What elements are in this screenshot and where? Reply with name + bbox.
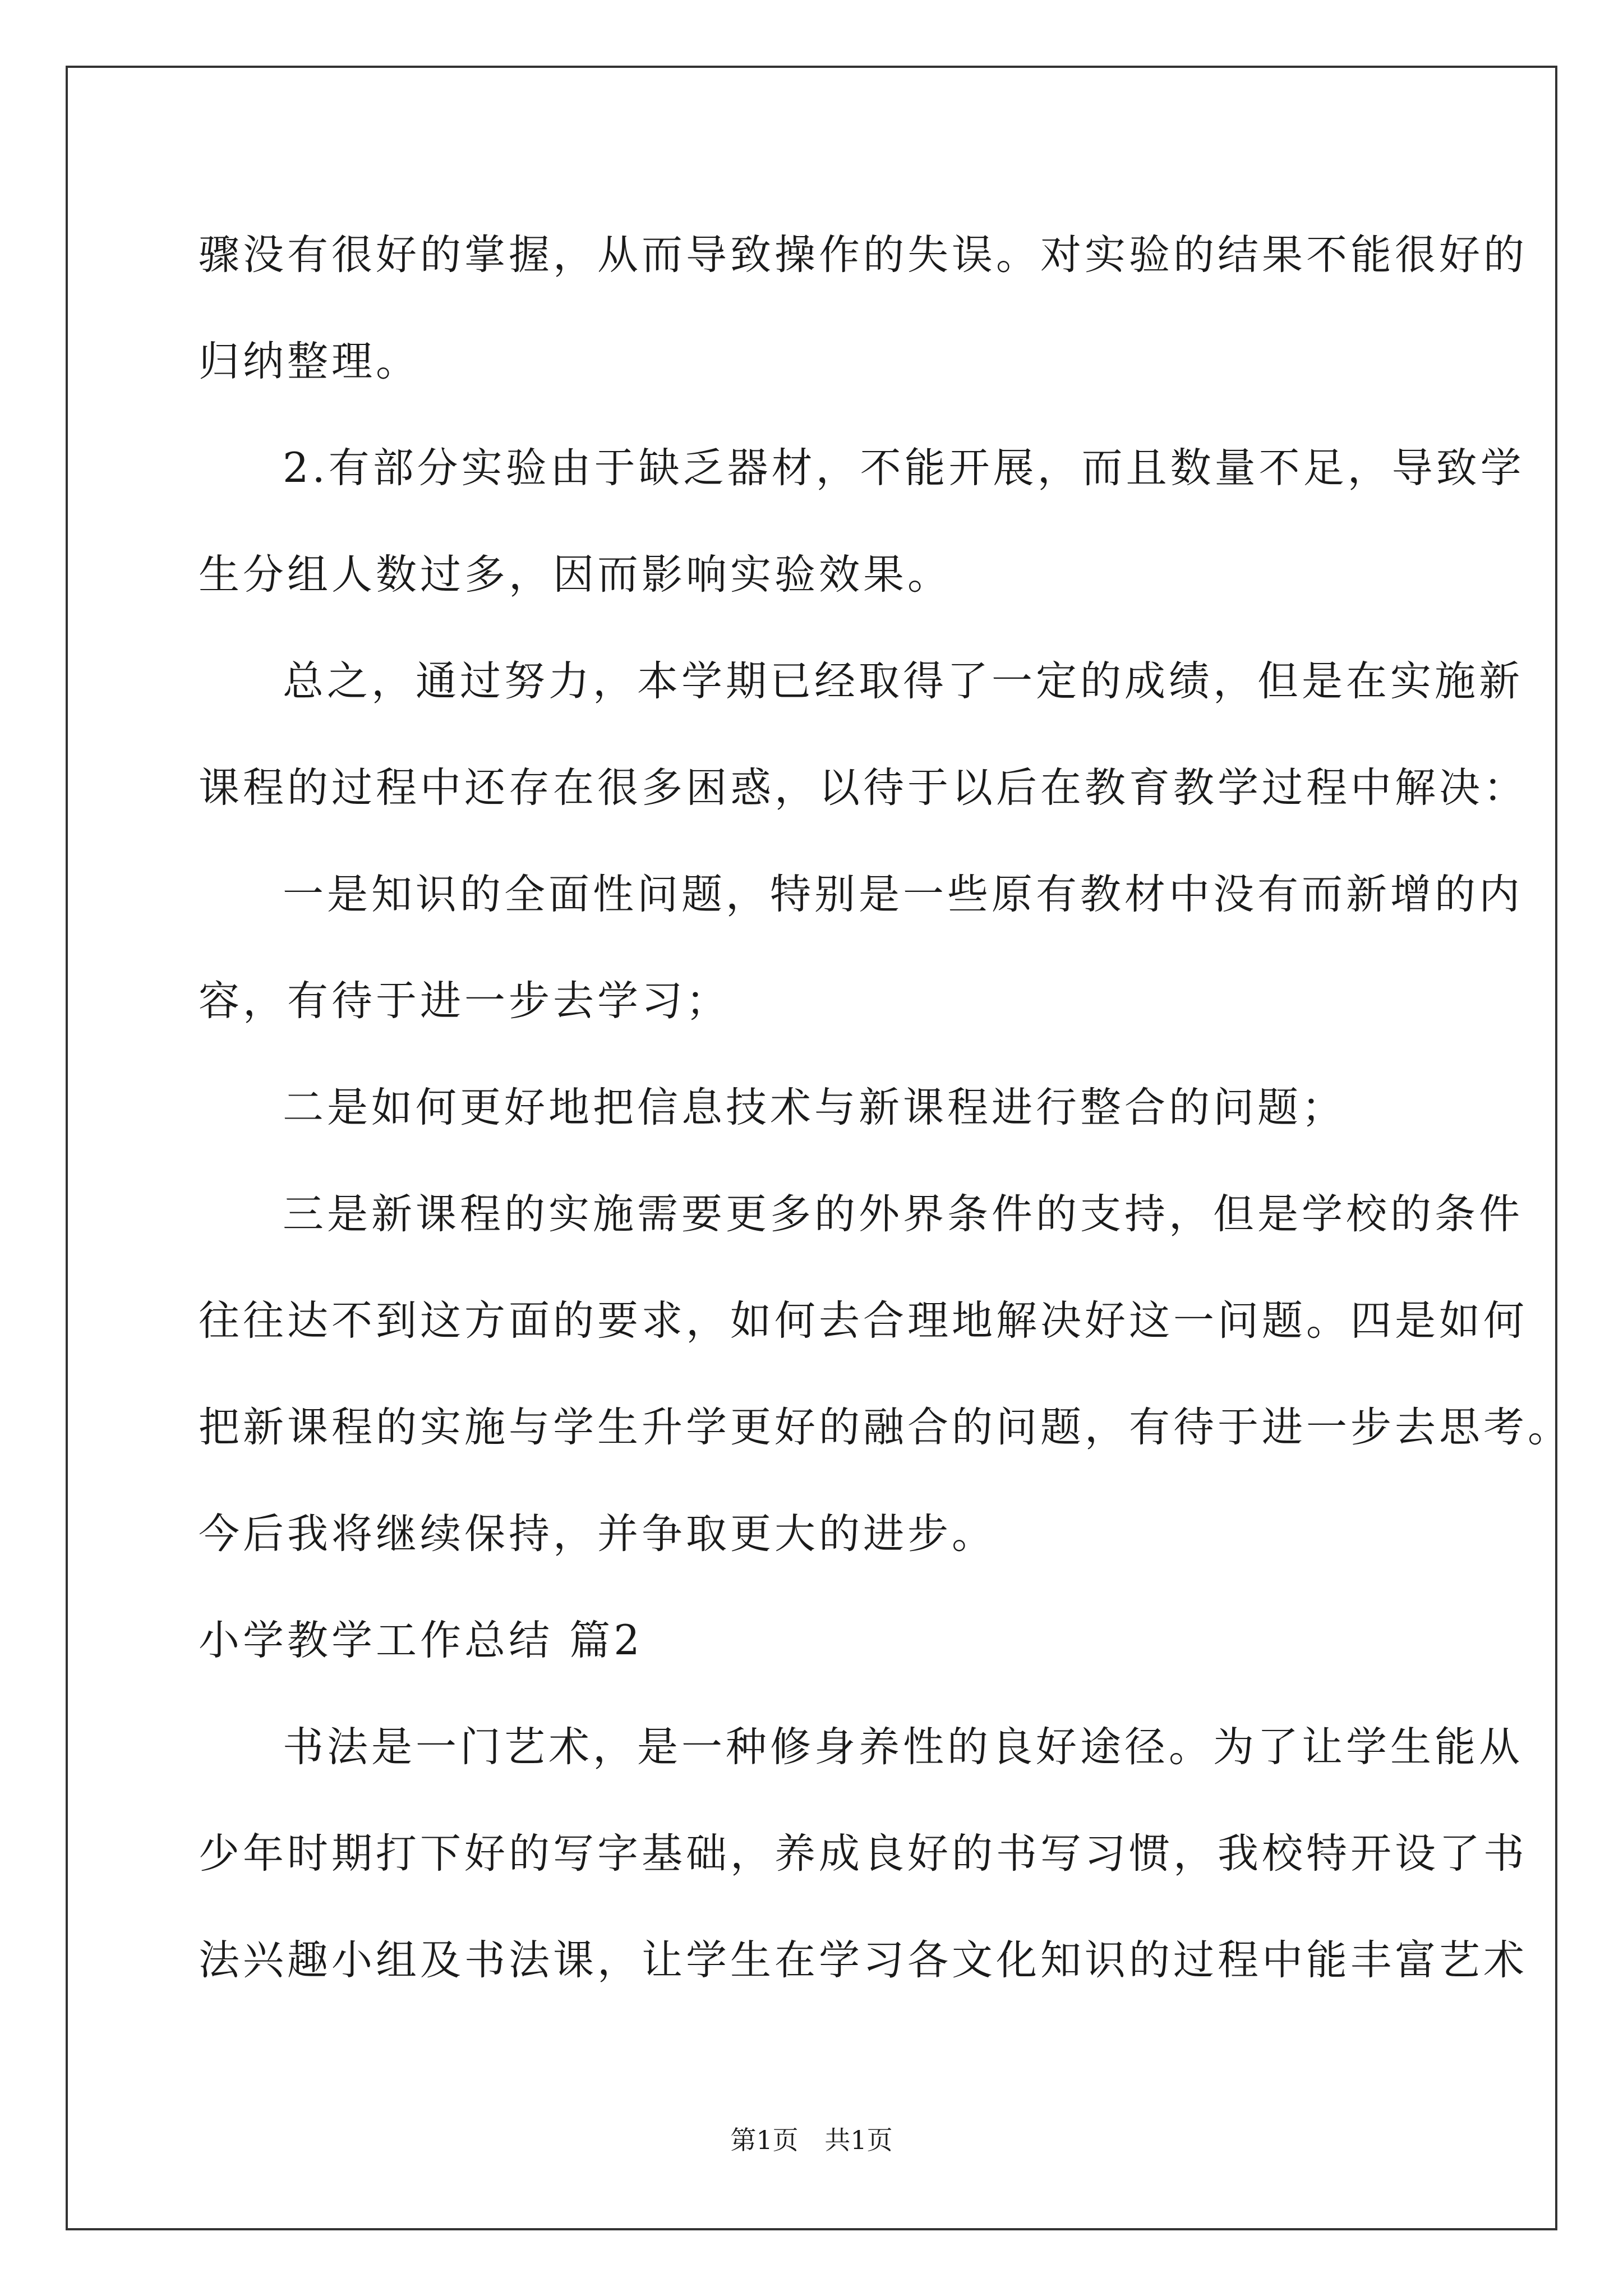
text-line: 法兴趣小组及书法课，让学生在学习各文化知识的过程中能丰富艺术: [199, 1936, 1528, 1984]
page-total: 共1页: [824, 2125, 893, 2155]
text-line: 三是新课程的实施需要更多的外界条件的支持，但是学校的条件: [283, 1190, 1523, 1238]
text-line: 2.有部分实验由于缺乏器材，不能开展，而且数量不足，导致学: [283, 444, 1525, 492]
page-number: 第1页: [730, 2125, 799, 2155]
text-line: 往往达不到这方面的要求，如何去合理地解决好这一问题。四是如何: [199, 1297, 1528, 1345]
text-line: 把新课程的实施与学生升学更好的融合的问题，有待于进一步去思考。: [199, 1404, 1572, 1451]
text-line: 归纳整理。: [199, 338, 420, 385]
text-line: 课程的过程中还存在很多困惑，以待于以后在教育教学过程中解决：: [199, 764, 1528, 812]
page-footer: [0, 2123, 1623, 2157]
text-line: 容，有待于进一步去学习；: [199, 977, 730, 1025]
text-line: 今后我将继续保持，并争取更大的进步。: [199, 1510, 996, 1558]
text-line: 一是知识的全面性问题，特别是一些原有教材中没有而新增的内: [283, 871, 1523, 918]
text-line: 骤没有很好的掌握，从而导致操作的失误。对实验的结果不能很好的: [199, 231, 1528, 279]
section-heading: 小学教学工作总结 篇2: [199, 1617, 643, 1664]
text-line: 生分组人数过多，因而影响实验效果。: [199, 551, 952, 599]
text-line: 总之，通过努力，本学期已经取得了一定的成绩，但是在实施新: [283, 657, 1523, 705]
text-line: 书法是一门艺术，是一种修身养性的良好途径。为了让学生能从: [283, 1723, 1523, 1771]
document-body: [199, 202, 1572, 2014]
text-line: 少年时期打下好的写字基础，养成良好的书写习惯，我校特开设了书: [199, 1830, 1528, 1878]
text-line: 二是如何更好地把信息技术与新课程进行整合的问题；: [283, 1084, 1346, 1131]
